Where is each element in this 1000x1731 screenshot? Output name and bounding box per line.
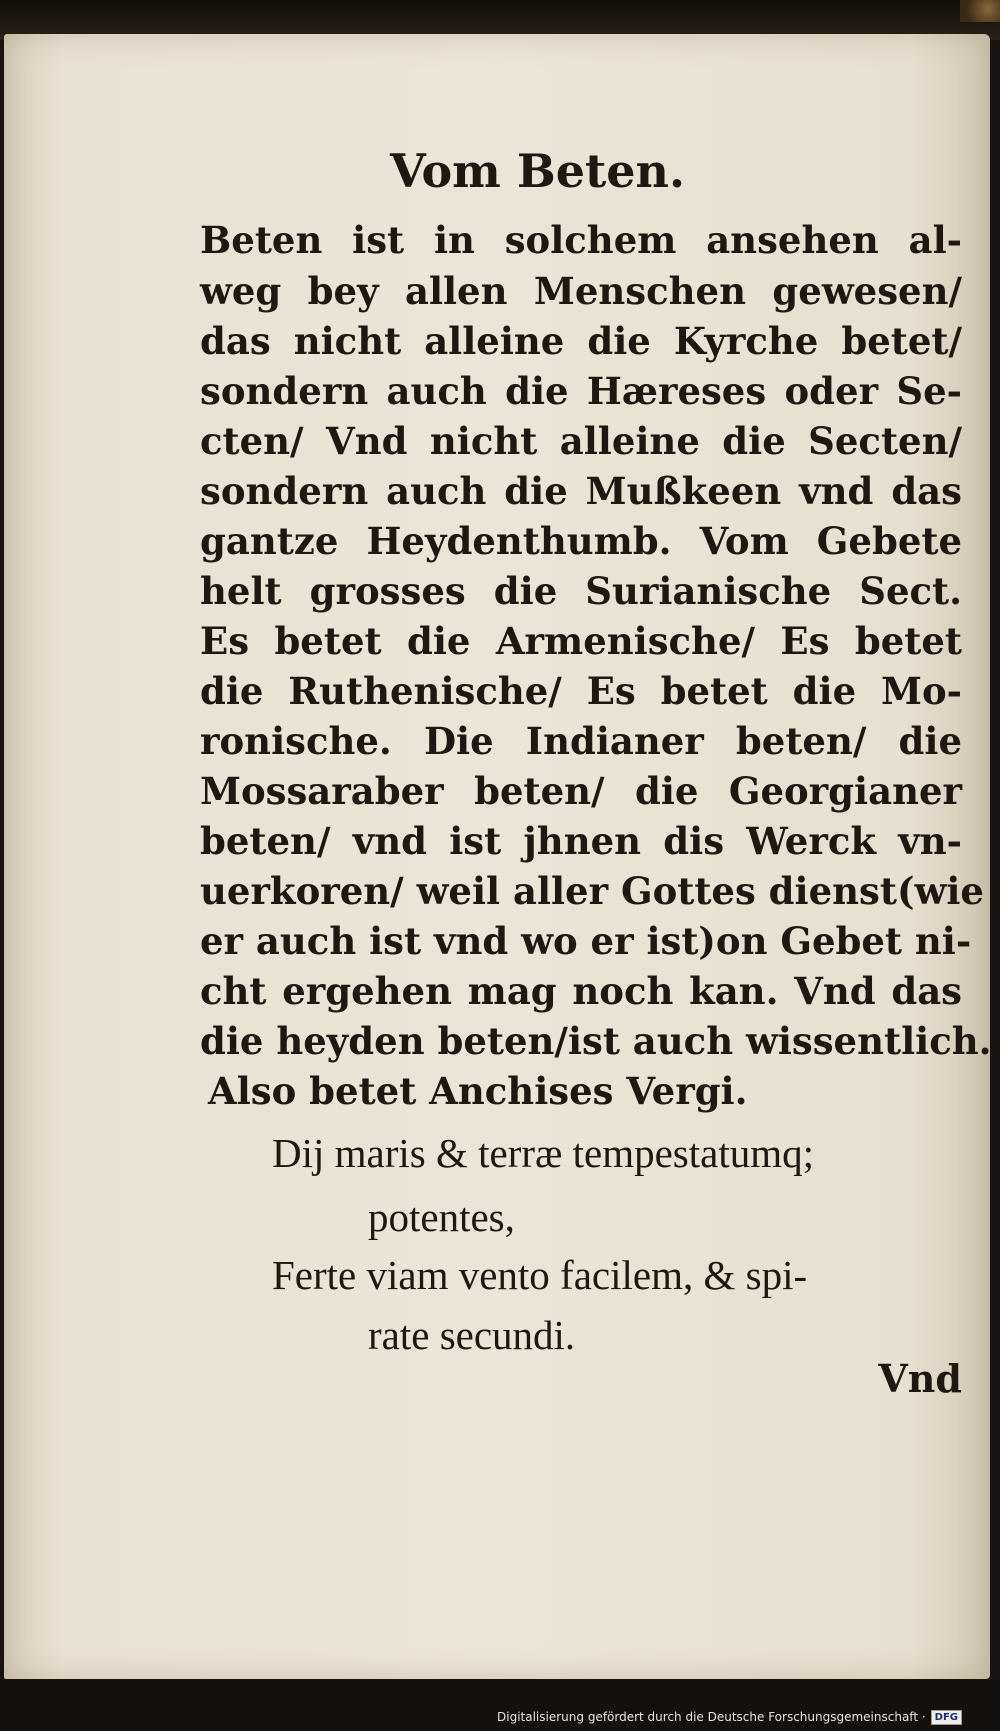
body-line: die heyden beten/ist auch wissentlich. <box>200 1019 992 1063</box>
body-line: ronische. Die Indianer beten/ die <box>200 719 962 763</box>
body-line: er auch ist vnd wo er ist)on Gebet ni- <box>200 919 972 963</box>
body-line: cht ergehen mag noch kan. Vnd das <box>200 969 962 1013</box>
body-line: beten/ vnd ist jhnen dis Werck vn- <box>200 819 962 863</box>
verse-line: potentes, <box>368 1194 515 1240</box>
body-line: die Ruthenische/ Es betet die Mo- <box>200 669 962 713</box>
body-line: Also betet Anchises Vergi. <box>208 1069 748 1113</box>
body-line: Mossaraber beten/ die Georgianer <box>200 769 962 813</box>
body-line: cten/ Vnd nicht alleine die Secten/ <box>200 419 962 463</box>
digitization-credit <box>497 1708 962 1726</box>
body-line: gantze Heydenthumb. Vom Gebete <box>200 519 962 563</box>
body-line: sondern auch die Hæreses oder Se- <box>200 369 962 413</box>
binding-corner <box>960 0 1000 22</box>
body-line: das nicht alleine die Kyrche betet/ <box>200 319 962 363</box>
body-line: sondern auch die Mußkeen vnd das <box>200 469 962 513</box>
verse-line: Ferte viam vento facilem, & spi- <box>272 1252 808 1298</box>
verse-line: Dij maris & terræ tempestatumq; <box>272 1130 815 1176</box>
body-line: helt grosses die Surianische Sect. <box>200 569 962 613</box>
verse-line: rate secundi. <box>368 1312 576 1358</box>
body-line: Beten ist in solchem ansehen al- <box>200 218 962 262</box>
credit-text: Digitalisierung gefördert durch die Deutsche Forschungsgemeinschaft · <box>497 1710 926 1724</box>
body-line: uerkoren/ weil aller Gottes dienst(wie <box>200 869 984 913</box>
body-line: Es betet die Armenische/ Es betet <box>200 619 962 663</box>
dfg-logo: DFG <box>931 1710 962 1725</box>
page-heading: Vom Beten. <box>390 144 685 198</box>
body-line: weg bey allen Menschen gewesen/ <box>200 269 962 313</box>
catchword: Vnd <box>878 1356 962 1401</box>
